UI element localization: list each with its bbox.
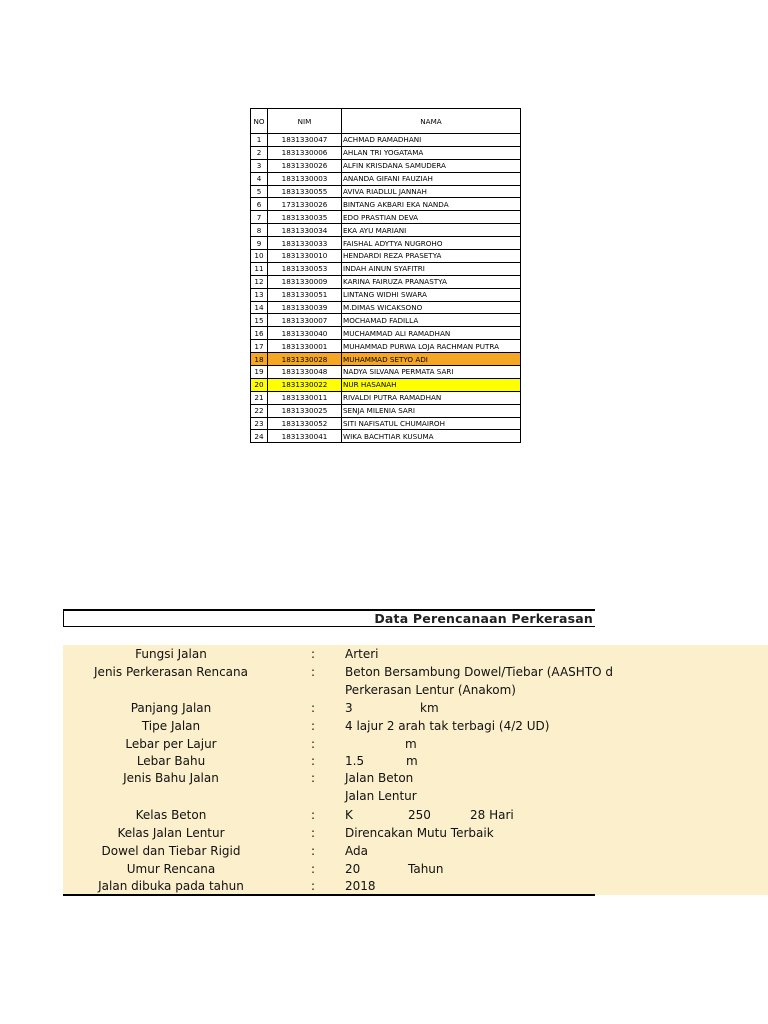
cell-nim: 1831330053 [268,262,342,275]
design-row [63,645,768,663]
design-data-panel [63,645,768,895]
design-row-unit: m [406,754,418,768]
cell-nama: WIKA BACHTIAR KUSUMA [342,430,521,443]
design-row-value: 20 [345,862,361,876]
cell-nama: M.DIMAS WICAKSONO [342,301,521,314]
design-row [63,877,768,895]
cell-no: 22 [251,404,268,417]
design-row-label: Fungsi Jalan [135,647,207,661]
design-row [63,752,768,770]
table-row [251,159,521,172]
cell-nim: 1831330048 [268,366,342,379]
header-nama: NAMA [342,109,521,134]
design-row-colon: : [310,754,316,768]
cell-nama: FAISHAL ADYTYA NUGROHO [342,237,521,250]
design-row-colon: : [310,862,316,876]
design-row-unit: m [405,737,417,751]
design-row-colon: : [310,771,316,785]
cell-nim: 1831330047 [268,134,342,147]
table-row [251,314,521,327]
cell-nama: EKA AYU MARIANI [342,224,521,237]
cell-no: 2 [251,146,268,159]
design-row [63,842,768,860]
header-nim: NIM [268,109,342,134]
header-no: NO [251,109,268,134]
cell-nama: AHLAN TRI YOGATAMA [342,146,521,159]
design-row-label: Dowel dan Tiebar Rigid [101,844,241,858]
table-row [251,237,521,250]
design-row-value: 2018 [345,879,376,893]
design-row-value: Ada [345,844,368,858]
table-row [251,250,521,263]
cell-nim: 1831330009 [268,275,342,288]
cell-no: 11 [251,262,268,275]
design-row-value: 4 lajur 2 arah tak terbagi (4/2 UD) [345,719,550,733]
design-row-label: Tipe Jalan [141,719,201,733]
table-row [251,430,521,443]
cell-no: 4 [251,172,268,185]
cell-nim: 1831330034 [268,224,342,237]
cell-nim: 1831330011 [268,391,342,404]
design-row-label: Lebar Bahu [136,754,206,768]
table-row [251,391,521,404]
design-row-colon: : [310,844,316,858]
table-row [251,417,521,430]
design-bottom-rule [63,894,595,896]
cell-nama: MOCHAMAD FADILLA [342,314,521,327]
cell-no: 10 [251,250,268,263]
design-data-title: Data Perencanaan Perkerasan [63,609,595,627]
cell-nim: 1831330006 [268,146,342,159]
design-row-value: 1.5 [345,754,365,768]
design-row-colon: : [310,737,316,751]
design-row-label: Jenis Perkerasan Rencana [94,665,248,679]
cell-nim: 1831330055 [268,185,342,198]
cell-nama: MUHAMMAD PURWA LOJA RACHMAN PUTRA [342,340,521,353]
design-row-unit: Tahun [408,862,444,876]
table-row [251,327,521,340]
design-row-colon: : [310,826,316,840]
design-row [63,806,768,824]
cell-nama: HENDARDI REZA PRASETYA [342,250,521,263]
cell-nama: RIVALDI PUTRA RAMADHAN [342,391,521,404]
cell-nama: EDO PRASTIAN DEVA [342,211,521,224]
table-row [251,404,521,417]
cell-nama: LINTANG WIDHI SWARA [342,288,521,301]
table-row [251,211,521,224]
cell-nama: ANANDA GIFANI FAUZIAH [342,172,521,185]
cell-no: 12 [251,275,268,288]
cell-no: 24 [251,430,268,443]
design-row-colon: : [310,665,316,679]
cell-nim: 1831330010 [268,250,342,263]
cell-nim: 1831330026 [268,159,342,172]
table-row [251,378,521,391]
cell-nim: 1831330033 [268,237,342,250]
cell-nim: 1831330025 [268,404,342,417]
table-row [251,275,521,288]
cell-nama: AVIVA RIADLUL JANNAH [342,185,521,198]
design-row [63,860,768,878]
cell-nim: 1831330051 [268,288,342,301]
design-row-colon: : [310,719,316,733]
cell-no: 16 [251,327,268,340]
cell-nama: INDAH AINUN SYAFITRI [342,262,521,275]
cell-no: 21 [251,391,268,404]
cell-no: 23 [251,417,268,430]
student-table-body [251,134,521,443]
cell-no: 8 [251,224,268,237]
design-row [63,663,768,681]
table-row [251,198,521,211]
cell-no: 7 [251,211,268,224]
design-row-value: 3 [345,701,353,715]
table-row [251,224,521,237]
cell-nama: BINTANG AKBARI EKA NANDA [342,198,521,211]
cell-nama: MUHAMMAD SETYO ADI [342,353,521,366]
cell-nim: 1831330040 [268,327,342,340]
design-row-unit: km [420,701,439,715]
design-row-unit: 250 [408,808,431,822]
cell-nim: 1831330041 [268,430,342,443]
design-row-colon: : [310,879,316,893]
design-row-colon: : [310,808,316,822]
design-row-label: Jalan dibuka pada tahun [98,879,244,893]
cell-nama: NUR HASANAH [342,378,521,391]
design-row-value: Jalan Beton [345,771,414,785]
design-row-unit-secondary: 28 Hari [470,808,514,822]
cell-nim: 1831330052 [268,417,342,430]
cell-nama: ACHMAD RAMADHANI [342,134,521,147]
cell-nim: 1831330039 [268,301,342,314]
cell-nim: 1831330035 [268,211,342,224]
design-row-label: Lebar per Lajur [125,737,217,751]
cell-no: 13 [251,288,268,301]
design-row [63,824,768,842]
design-row [63,769,768,787]
cell-no: 14 [251,301,268,314]
cell-no: 5 [251,185,268,198]
table-row [251,288,521,301]
cell-nama: SITI NAFISATUL CHUMAIROH [342,417,521,430]
design-row [63,735,768,753]
cell-nim: 1831330007 [268,314,342,327]
design-row-label: Kelas Beton [135,808,207,822]
design-row-value: Jalan Lentur [345,789,417,803]
cell-no: 1 [251,134,268,147]
table-row [251,366,521,379]
design-row-label: Panjang Jalan [130,701,212,715]
design-row [63,787,768,805]
design-row [63,699,768,717]
cell-nim: 1831330022 [268,378,342,391]
cell-no: 9 [251,237,268,250]
cell-no: 19 [251,366,268,379]
table-row [251,172,521,185]
cell-no: 15 [251,314,268,327]
cell-nama: ALFIN KRISDANA SAMUDERA [342,159,521,172]
table-row [251,185,521,198]
design-row [63,681,768,699]
cell-no: 20 [251,378,268,391]
cell-nim: 1831330001 [268,340,342,353]
table-row [251,301,521,314]
table-row [251,146,521,159]
table-row [251,134,521,147]
design-row-label: Jenis Bahu Jalan [123,771,219,785]
cell-nama: NADYA SILVANA PERMATA SARI [342,366,521,379]
design-row [63,717,768,735]
cell-nim: 1831330028 [268,353,342,366]
table-row [251,340,521,353]
cell-nim: 1831330003 [268,172,342,185]
cell-nama: SENJA MILENIA SARI [342,404,521,417]
cell-no: 3 [251,159,268,172]
design-row-colon: : [310,701,316,715]
design-row-colon: : [310,647,316,661]
cell-nama: KARINA FAIRUZA PRANASTYA [342,275,521,288]
design-row-value: K [345,808,353,822]
cell-nim: 1731330026 [268,198,342,211]
design-row-label: Umur Rencana [126,862,216,876]
design-row-value: Arteri [345,647,379,661]
design-row-value: Beton Bersambung Dowel/Tiebar (AASHTO d [345,665,614,679]
design-row-label: Kelas Jalan Lentur [117,826,225,840]
table-row [251,262,521,275]
cell-nama: MUCHAMMAD ALI RAMADHAN [342,327,521,340]
table-header-row [251,109,521,134]
student-table [250,108,521,443]
cell-no: 18 [251,353,268,366]
design-row-value: Direncakan Mutu Terbaik [345,826,494,840]
table-row [251,353,521,366]
cell-no: 6 [251,198,268,211]
design-row-value: Perkerasan Lentur (Anakom) [345,683,516,697]
cell-no: 17 [251,340,268,353]
